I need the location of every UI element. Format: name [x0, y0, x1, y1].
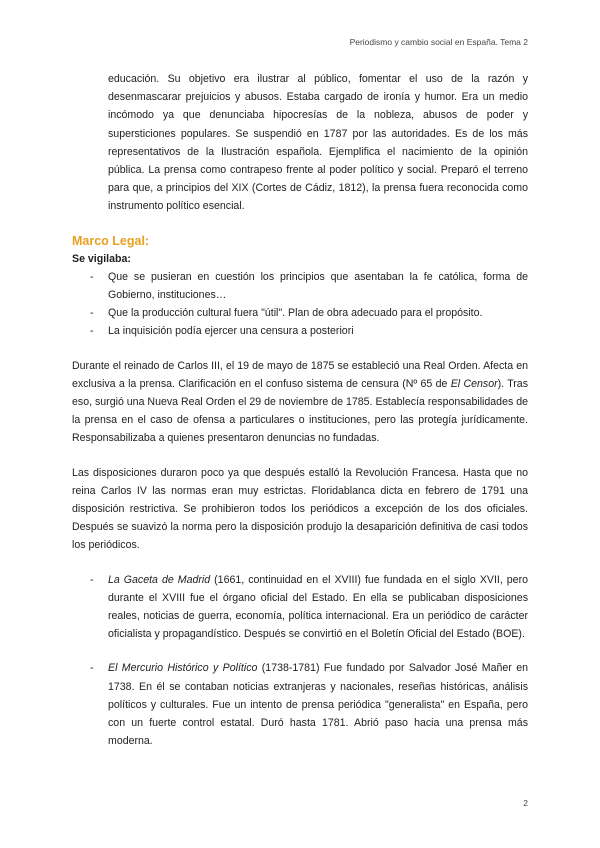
vigilance-list: [72, 268, 528, 341]
paragraph-revolution: Las disposiciones duraron poco ya que después estalló la Revolución Francesa. Hasta que no reina Carlos IV las normas eran muy estrictas. Floridablanca dicta en febrero de 1791 una disposición restrictiva. Se prohibieron todos los periódicos a excepción de los dos oficiales. Después se suavizó la norma pero la disposición produjo la desaparición definitiva de casi todos los periódicos.: [72, 466, 528, 552]
list-item: - Que se pusieran en cuestión los principios que asentaban la fe católica, forma de Gobierno, instituciones…: [72, 268, 528, 304]
newspapers-list-2: [72, 659, 528, 750]
paragraph-carlos-iii: Durante el reinado de Carlos III, el 19 de mayo de 1875 se estableció una Real Orden. Afecta en exclusiva a la prensa. Clarificación en el confuso sistema de censura (Nº 65 de El Censor). Tras eso, surgió una Nueva Real Orden el 29 de noviembre de 1785. Establecía responsabilidades de la prensa en el caso de ofensa a particulares o instituciones, pero las protegía jurídicamente. Responsabilizaba a quienes presentaron denuncias no fundadas.: [72, 359, 528, 445]
dash-bullet: -: [90, 270, 94, 283]
document-body: [72, 70, 528, 751]
dash-bullet: -: [90, 307, 94, 320]
list-item-mercurio: - El Mercurio Histórico y Político (1738-1781) Fue fundado por Salvador José Mañer en 1738. En él se contaban noticias extranjeras y nacionales, reseñas históricas, análisis políticos y culturales. Fue un intento de prensa periódica "generalista" en España, pero con un fuerte control estatal. Duró hasta 1781. Abrió paso hacia una prensa más moderna.: [72, 659, 528, 750]
page-header: Periodismo y cambio social en España. Tema 2: [349, 37, 528, 47]
page-number: 2: [523, 798, 528, 808]
dash-bullet: -: [90, 325, 94, 338]
section-heading: Marco Legal:: [72, 233, 150, 248]
dash-bullet: -: [90, 662, 94, 675]
intro-paragraph: educación. Su objetivo era ilustrar al público, fomentar el uso de la razón y desenmascarar prejuicios y abusos. Estaba cargado de ironía y humor. Era un medio incómodo ya que denunciaba hipocresías de la nobleza, abusos de poder y supersticiones populares. Se suspendió en 1787 por las autoridades. Es de los más representativos de la Ilustración española. Ejemplifica el nacimiento de la opinión pública. La prensa como contrapeso frente al poder político y social. Preparó el terreno para que, a principios del XIX (Cortes de Cádiz, 1812), la prensa fuera reconocida como instrumento político esencial.: [108, 73, 528, 213]
section-subheading: Se vigilaba:: [72, 252, 131, 265]
newspapers-list: [72, 571, 528, 644]
list-item: - La inquisición podía ejercer una censura a posteriori: [72, 322, 528, 340]
list-item: - Que la producción cultural fuera "útil". Plan de obra adecuado para el propósito.: [72, 304, 528, 322]
newspaper-title: El Mercurio Histórico y Político: [108, 662, 258, 675]
list-item-gaceta: - La Gaceta de Madrid (1661, continuidad en el XVIII) fue fundada en el siglo XVII, pero durante el XVIII fue el órgano oficial del Estado. En ella se publicaban disposiciones reales, noticias de guerra, economía, política internacional. Era un periódico de carácter oficialista y propagandístico. Después se convirtió en el Boletín Oficial del Estado (BOE).: [72, 571, 528, 644]
dash-bullet: -: [90, 573, 94, 586]
newspaper-title: La Gaceta de Madrid: [108, 573, 211, 586]
italic-title: El Censor: [450, 377, 498, 390]
